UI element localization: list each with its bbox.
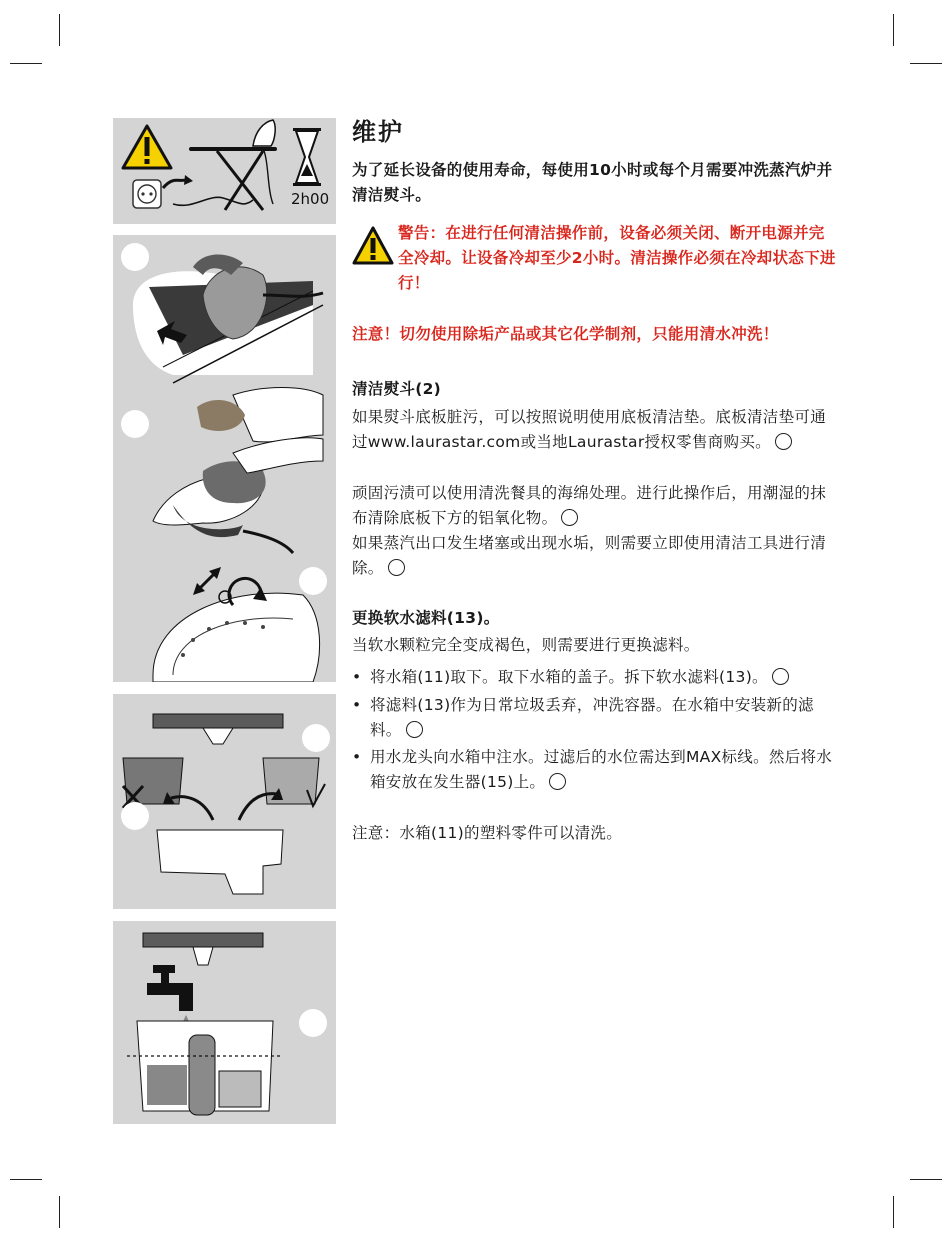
cleaning-paragraph-1: [352, 405, 837, 455]
crop-mark: [10, 1179, 42, 1180]
cleaning-text-1: 如果熨斗底板脏污，可以按照说明使用底板清洁垫。底板清洁垫可通过www.laurastar.com或当地Laurastar授权零售商购买。: [352, 408, 827, 451]
crop-mark: [10, 63, 42, 64]
figure-filter-panel: [113, 694, 336, 909]
crop-mark: [910, 63, 942, 64]
bullet-text: 用水龙头向水箱中注水。过滤后的水位需达到MAX标线。然后将水箱安放在发生器(15)上。: [370, 748, 833, 791]
cleaning-paragraph-2: [352, 481, 837, 531]
hourglass-icon: [293, 128, 321, 186]
cleaning-text-3: 如果蒸汽出口发生堵塞或出现水垢，则需要立即使用清洁工具进行清除。: [352, 534, 827, 577]
filter-heading: 更换软水滤料(13)。: [352, 609, 500, 627]
intro-paragraph: [352, 158, 837, 208]
list-item: [352, 693, 837, 743]
figure-warning-panel: [113, 118, 336, 224]
step-ref-circle: [775, 433, 792, 450]
intro-text: 为了延长设备的使用寿命，每使用10小时或每个月需要冲洗蒸汽炉并清洁熨斗。: [352, 161, 833, 204]
crop-mark: [910, 1179, 942, 1180]
bullet-text: 将水箱(11)取下。取下水箱的盖子。拆下软水滤料(13)。: [370, 668, 768, 686]
power-socket-icon: [133, 180, 161, 208]
step-ref-circle: [406, 721, 423, 738]
water-tap-icon: [147, 965, 193, 1011]
ironing-board-icon: [189, 120, 277, 210]
page-title: 维护: [352, 118, 404, 146]
bullet-dot: •: [352, 696, 362, 714]
step-ref-circle: [388, 559, 405, 576]
crop-mark: [59, 14, 60, 46]
list-item: [352, 745, 837, 795]
bullet-text: 将滤料(13)作为日常垃圾丢弃，冲洗容器。在水箱中安装新的滤料。: [370, 696, 814, 739]
step-ref-circle: [561, 509, 578, 526]
crop-mark: [893, 14, 894, 46]
warning-text: 警告：在进行任何清洁操作前，设备必须关闭、断开电源并完全冷却。让设备冷却至少2小时。清洁操作必须在冷却状态下进行！: [398, 224, 836, 292]
cleaning-heading: 清洁熨斗(2): [352, 380, 442, 398]
figure-refill-panel: [113, 921, 336, 1124]
cleaning-paragraph-3: [352, 531, 837, 581]
filter-intro: 当软水颗粒完全变成褐色，则需要进行更换滤料。: [352, 636, 700, 654]
filter-note: 注意：水箱(11)的塑料零件可以清洗。: [352, 824, 623, 842]
warning-triangle-icon: [352, 226, 394, 266]
caution-text: 注意！切勿使用除垢产品或其它化学制剂，只能用清水冲洗！: [352, 325, 779, 343]
list-item: [352, 665, 837, 690]
step-ref-circle: [772, 668, 789, 685]
time-label: 2h00: [291, 190, 330, 208]
figure-iron-cleaning-panel: [113, 235, 336, 682]
warning-triangle-icon: [123, 126, 171, 168]
cleaning-text-2: 顽固污渍可以使用清洗餐具的海绵处理。进行此操作后，用潮湿的抹布清除底板下方的铝氧化物。: [352, 484, 827, 527]
bullet-dot: •: [352, 748, 362, 766]
crop-mark: [59, 1196, 60, 1228]
crop-mark: [893, 1196, 894, 1228]
bullet-dot: •: [352, 668, 362, 686]
step-ref-circle: [549, 773, 566, 790]
